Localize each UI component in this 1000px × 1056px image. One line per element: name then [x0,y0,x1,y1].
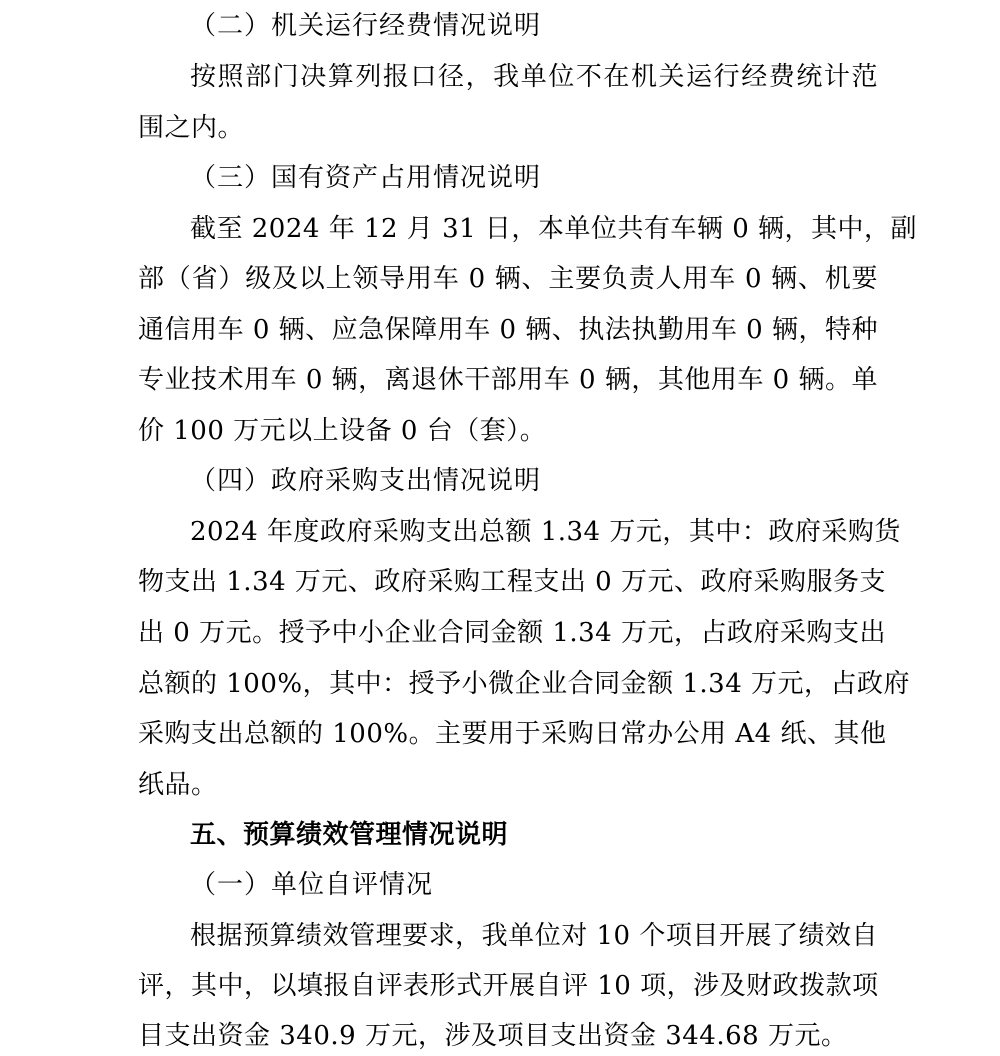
paragraph-line: 通信用车 0 辆、应急保障用车 0 辆、执法执勤用车 0 辆，特种 [138,315,878,345]
paragraph-line: 采购支出总额的 100%。主要用于采购日常办公用 A4 纸、其他 [138,719,887,749]
section-heading-performance-management: 五、预算绩效管理情况说明 [190,820,509,850]
section-heading-procurement: （四）政府采购支出情况说明 [190,466,542,496]
paragraph-line: 价 100 万元以上设备 0 台（套）。 [138,416,547,446]
section-heading-operating-funds: （二）机关运行经费情况说明 [190,11,542,41]
paragraph-line: 总额的 100%，其中：授予小微企业合同金额 1.34 万元，占政府 [138,669,911,699]
section-heading-self-evaluation: （一）单位自评情况 [190,870,434,900]
paragraph-line: 2024 年度政府采购支出总额 1.34 万元，其中：政府采购货 [190,517,901,547]
paragraph-line: 出 0 万元。授予中小企业合同金额 1.34 万元，占政府采购支出 [138,618,886,648]
paragraph-line: 纸品。 [138,770,218,800]
section-heading-state-assets: （三）国有资产占用情况说明 [190,163,542,193]
paragraph-line: 截至 2024 年 12 月 31 日，本单位共有车辆 0 辆，其中，副 [190,214,917,244]
paragraph-line: 专业技术用车 0 辆，离退休干部用车 0 辆，其他用车 0 辆。单 [138,365,878,395]
paragraph-line: 围之内。 [138,113,245,143]
paragraph-line: 目支出资金 340.9 万元，涉及项目支出资金 344.68 万元。 [138,1021,848,1051]
paragraph-line: 按照部门决算列报口径，我单位不在机关运行经费统计范 [190,62,878,92]
paragraph-line: 根据预算绩效管理要求，我单位对 10 个项目开展了绩效自 [190,921,878,951]
paragraph-line: 部（省）级及以上领导用车 0 辆、主要负责人用车 0 辆、机要 [138,264,878,294]
paragraph-line: 评，其中，以填报自评表形式开展自评 10 项，涉及财政拨款项 [138,971,879,1001]
paragraph-line: 物支出 1.34 万元、政府采购工程支出 0 万元、政府采购服务支 [138,567,886,597]
